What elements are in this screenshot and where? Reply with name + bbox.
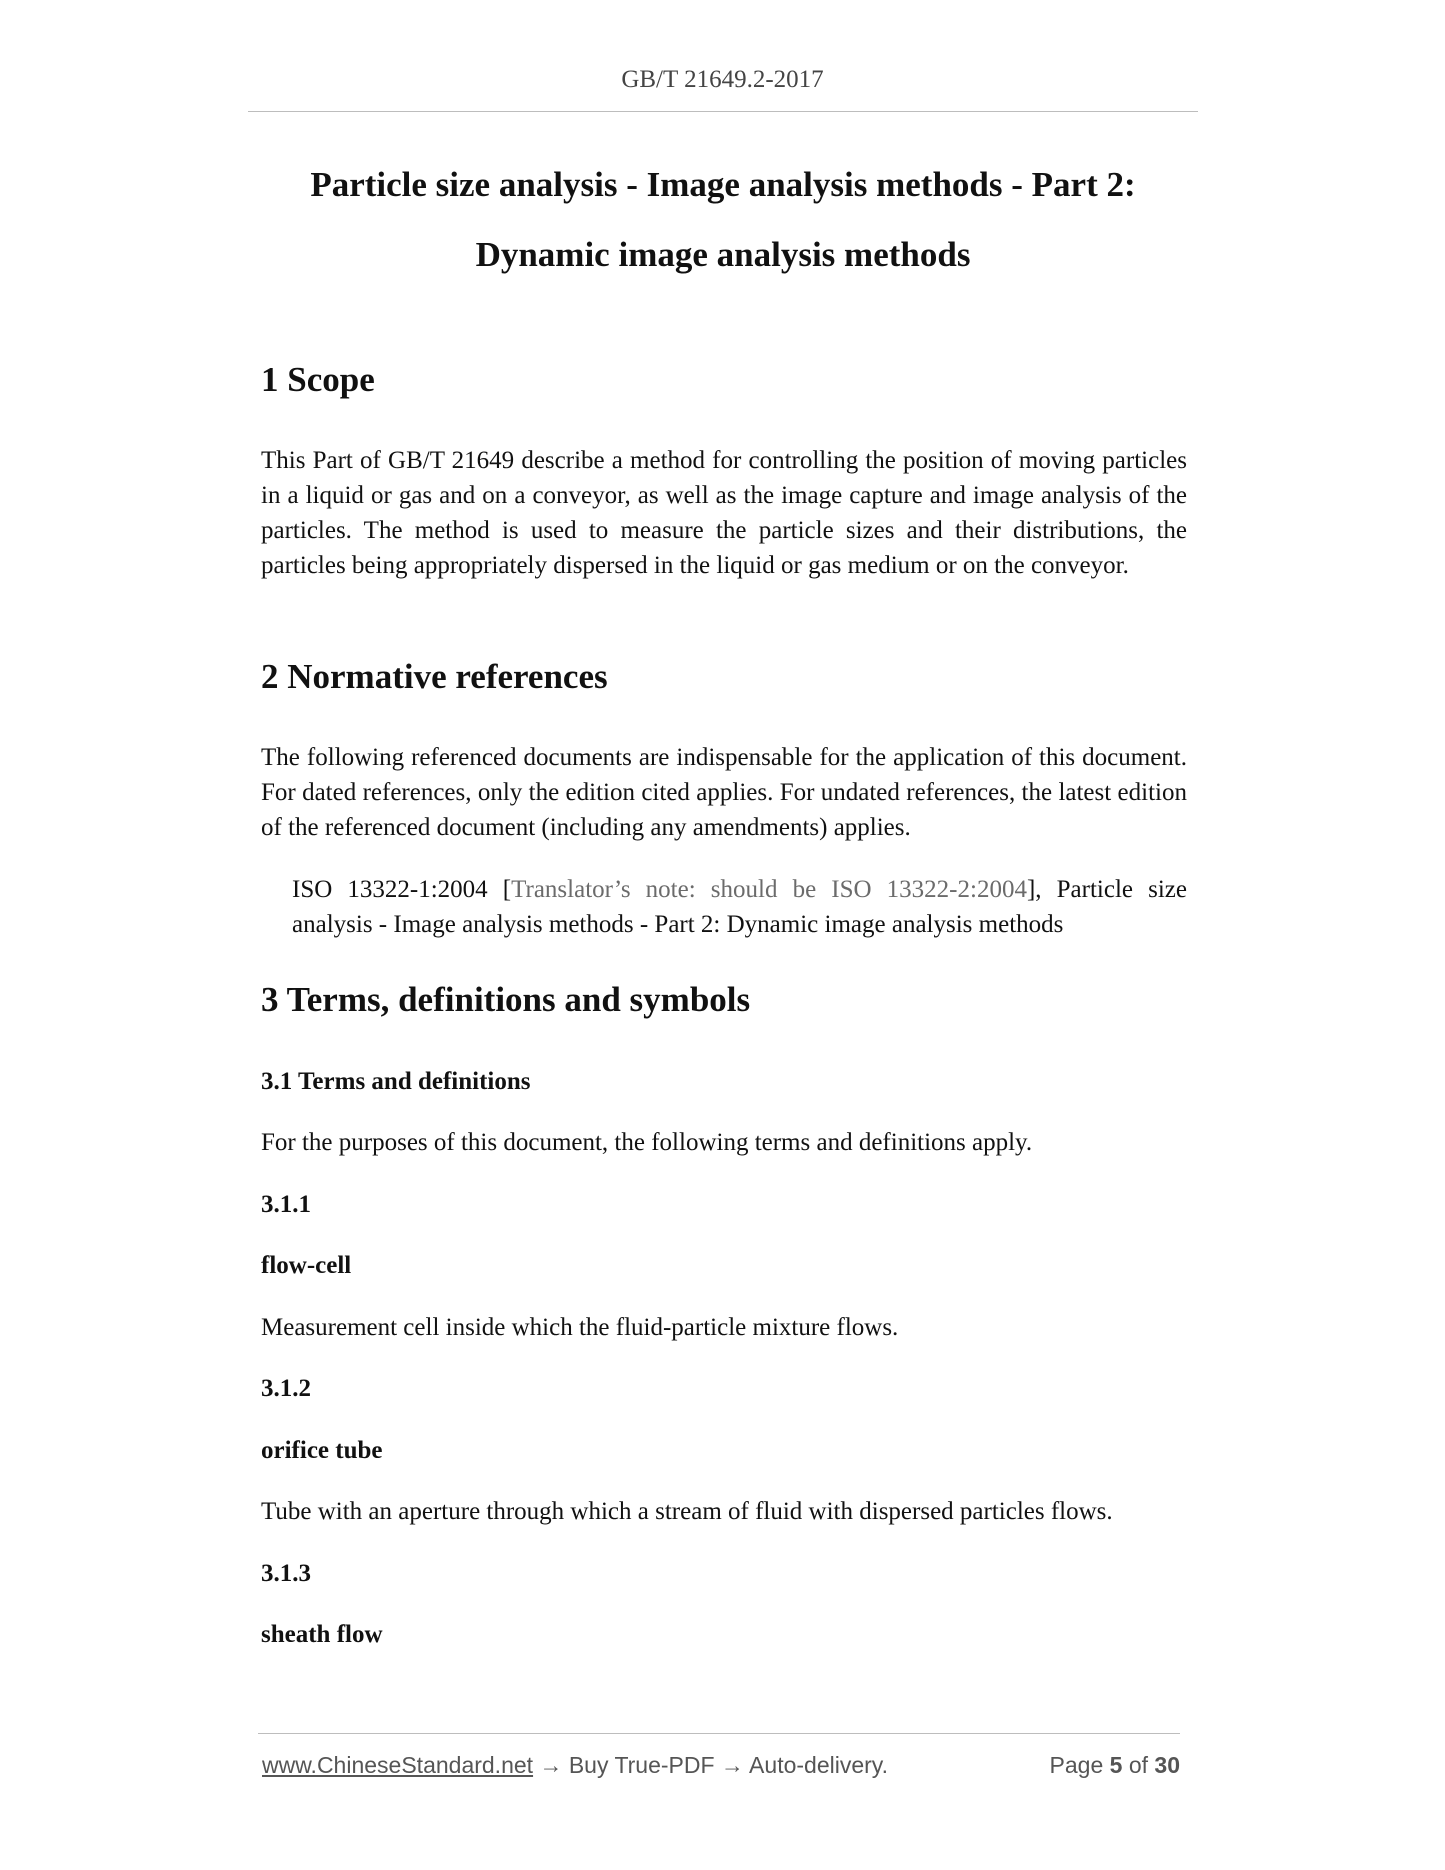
website-link[interactable]: www.ChineseStandard.net <box>262 1752 534 1778</box>
terms-subheading: 3.1 Terms and definitions <box>261 1068 531 1095</box>
page-footer <box>262 1752 1180 1779</box>
footer-divider <box>258 1733 1180 1734</box>
reference-item <box>292 872 1187 942</box>
title-line-2: Dynamic image analysis methods <box>475 235 971 274</box>
term-name: flow-cell <box>261 1252 352 1279</box>
running-header: GB/T 21649.2-2017 <box>621 66 824 93</box>
term-number: 3.1.3 <box>261 1560 311 1587</box>
term-definition: Measurement cell inside which the fluid-particle mixture flows. <box>261 1314 899 1341</box>
term-number: 3.1.1 <box>261 1191 311 1218</box>
translator-note: Translator’s note: should be ISO 13322-2:2004 <box>511 876 1027 903</box>
normative-references-heading: 2 Normative references <box>261 657 608 696</box>
document-title <box>248 150 1198 290</box>
header-divider <box>248 111 1198 112</box>
footer-tagline: → Buy True-PDF → Auto-delivery. <box>533 1752 888 1778</box>
term-number: 3.1.2 <box>261 1375 311 1402</box>
reference-title: ], Particle size analysis - Image analysis methods - Part 2: Dynamic image analysis methods <box>292 876 1187 938</box>
term-name: sheath flow <box>261 1621 383 1648</box>
page-word: Page <box>1049 1752 1110 1778</box>
normative-references-paragraph: The following referenced documents are indispensable for the application of this document. For dated references, only the edition cited applies. For undated references, the latest edition of the referenced document (including any amendments) applies. <box>261 744 1187 841</box>
page-total: 30 <box>1154 1752 1180 1778</box>
of-word: of <box>1122 1752 1155 1778</box>
reference-code: ISO 13322-1:2004 [ <box>292 876 512 903</box>
terms-heading: 3 Terms, definitions and symbols <box>261 980 751 1019</box>
scope-heading: 1 Scope <box>261 360 375 399</box>
term-definition: Tube with an aperture through which a stream of fluid with dispersed particles flows. <box>261 1498 1113 1525</box>
page-number: 5 <box>1109 1752 1123 1778</box>
scope-paragraph: This Part of GB/T 21649 describe a method for controlling the position of moving particles in a liquid or gas and on a conveyor, as well as the image capture and image analysis of the particles. The method is used to measure the particle sizes and their distributions, the particles being appropriately dispersed in the liquid or gas medium or on the conveyor. <box>261 447 1187 579</box>
term-name: orifice tube <box>261 1437 383 1464</box>
terms-intro: For the purposes of this document, the following terms and definitions apply. <box>261 1129 1033 1156</box>
title-line-1: Particle size analysis - Image analysis methods - Part 2: <box>310 165 1136 204</box>
page-indicator <box>1050 1752 1180 1779</box>
